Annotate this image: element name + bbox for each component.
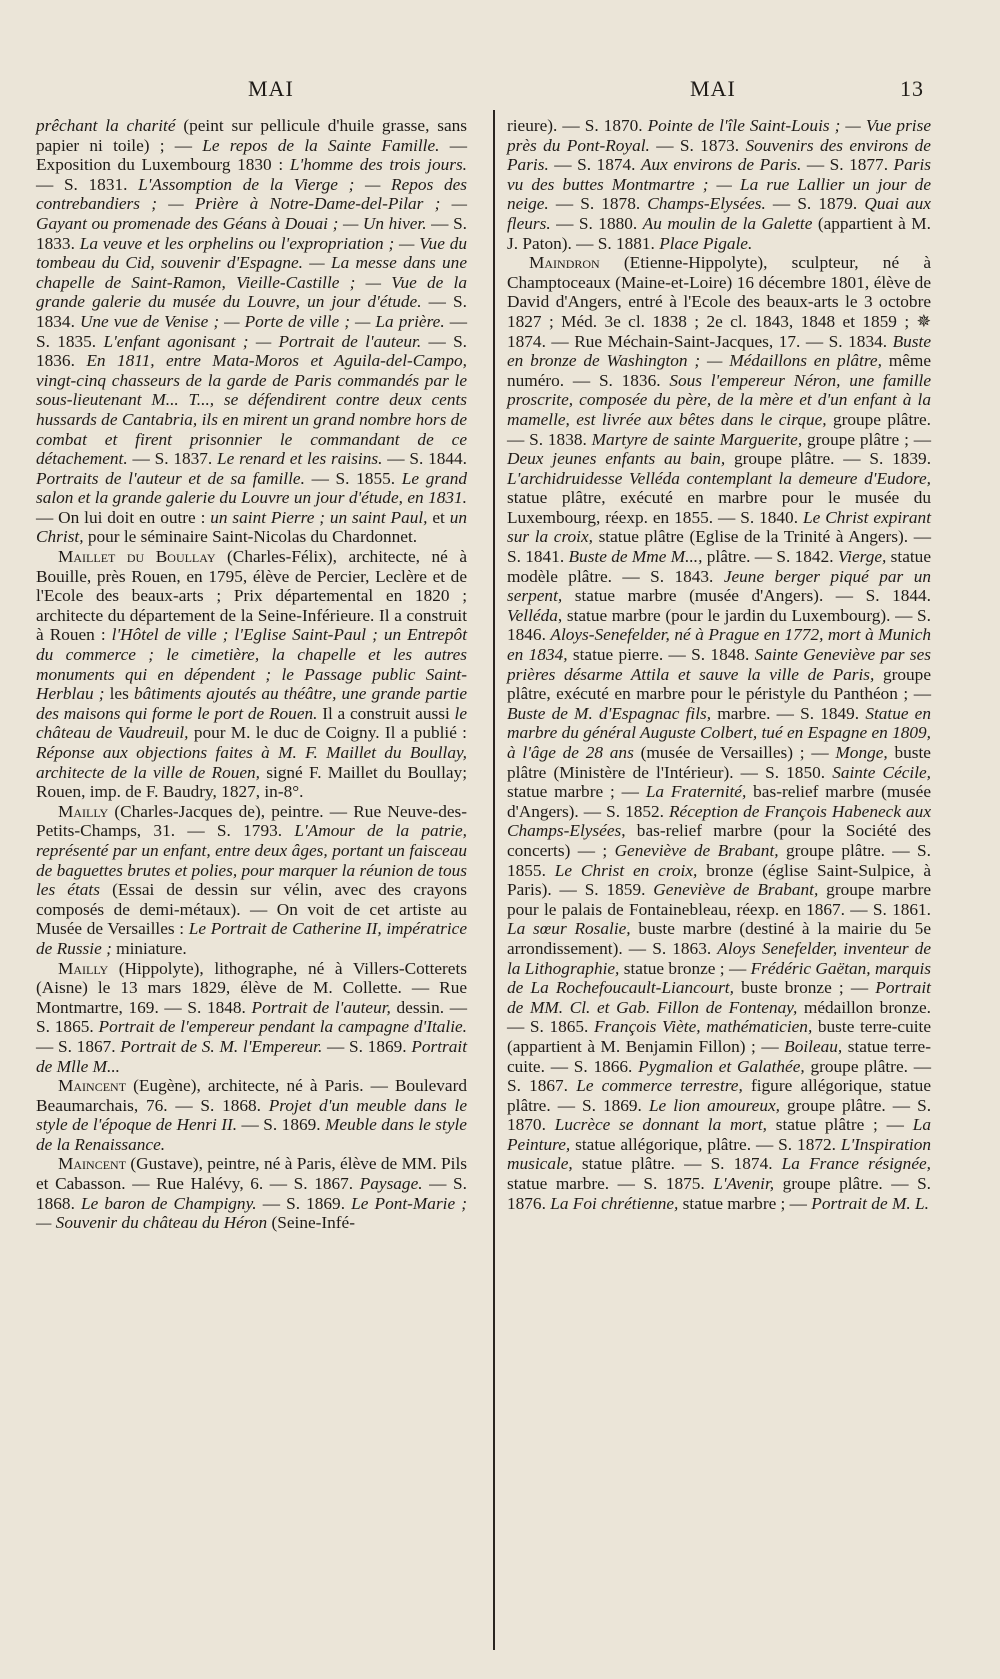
continued-paragraph	[507, 116, 931, 253]
body-text: statue bronze ; —	[619, 958, 751, 978]
italic-title-text: L'Avenir,	[713, 1174, 775, 1194]
body-text: statue marbre. — S. 1875.	[507, 1174, 714, 1194]
italic-title-text: La sœur Rosalie,	[507, 919, 631, 939]
italic-title-text: Portrait de l'auteur,	[251, 997, 391, 1017]
body-text: (musée de Versailles) ; —	[633, 743, 836, 762]
body-text: signé F. Maillet du Boullay; Rouen, imp. de F. Baudry, 1827, in-8°.	[36, 762, 468, 802]
body-text: statue allégorique, plâtre. — S. 1872.	[570, 1134, 841, 1154]
italic-title-text: Portrait de M. L.	[811, 1193, 929, 1213]
artist-entry	[36, 1076, 467, 1154]
body-text: statue plâtre (Eglise de la Trinité à Angers). — S. 1841.	[507, 527, 931, 567]
running-header-right: MAI	[690, 76, 736, 101]
italic-title-text: Le baron de Champigny.	[81, 1193, 257, 1213]
body-text: — S. 1855.	[304, 468, 402, 488]
body-text: buste marbre (destiné à la mairie du 5e arrondissement). — S. 1863.	[507, 919, 931, 958]
body-text: — S. 1837.	[127, 449, 218, 469]
italic-title-text: La France résignée,	[781, 1154, 931, 1174]
italic-title-text: Pygmalion et Galathée,	[638, 1056, 805, 1076]
italic-title-text: Monge,	[835, 743, 888, 762]
italic-title-text: Au moulin de la Galette	[642, 213, 813, 233]
body-text: pour M. le duc de Coigny. Il a publié :	[188, 723, 467, 743]
italic-title-text: Sous l'empereur Néron, une famille proscrite, composée du père, de la mère et d'un enfant à la mamelle, est livrée aux bêtes dans le cirque,	[507, 370, 931, 429]
italic-title-text: L'archidruidesse Velléda contemplant la demeure d'Eudore,	[507, 468, 931, 488]
italic-title-text: l'Hôtel de ville ; l'Eglise Saint-Paul ; un Entrepôt du commerce ; le cimetière, la chapelle et les autres monuments qui en dépendent ; le Passage public Saint-Herblau ;	[36, 625, 467, 704]
body-text: — S. 1835.	[36, 311, 467, 351]
italic-title-text: Aloys-Senefelder, né à Prague en 1772, mort à Munich en 1834,	[507, 625, 932, 665]
body-text: — S. 1879.	[765, 194, 865, 214]
italic-title-text: Sainte Geneviève par ses prières désarme Attila et sauve la ville de Paris,	[507, 645, 931, 684]
italic-title-text: Buste de M. d'Espagnac fils,	[507, 703, 712, 723]
italic-title-text: La Foi chrétienne,	[550, 1193, 679, 1213]
body-text: statue plâtre. — S. 1874.	[572, 1154, 782, 1174]
body-text: les	[104, 684, 134, 704]
italic-title-text: Vierge,	[837, 547, 887, 567]
body-text: — S. 1880.	[550, 213, 643, 233]
body-text: bronze (église Saint-Sulpice, à Paris). — S. 1859.	[507, 860, 932, 900]
italic-title-text: le château de Vaudreuil,	[36, 703, 467, 743]
body-text: groupe marbre pour le palais de Fontainebleau, réexp. en 1867. — S. 1861.	[507, 880, 931, 919]
body-text: — S. 1869.	[237, 1115, 326, 1135]
italic-title-text: L'homme des trois jours.	[289, 155, 467, 175]
body-text: groupe plâtre. — S. 1839.	[725, 449, 932, 469]
body-text: , bas-relief marbre (pour la Société des concerts) — ;	[507, 821, 931, 860]
body-text: — S. 1836.	[36, 331, 467, 371]
italic-title-text: L'Inspiration musicale,	[507, 1134, 931, 1174]
body-text: statue modèle plâtre. — S. 1843.	[507, 547, 931, 586]
italic-title-text: La Peinture,	[507, 1115, 931, 1154]
artist-entry	[36, 802, 467, 959]
italic-title-text: Champs-Elysées.	[647, 194, 766, 214]
artist-name: Maillet du Boullay	[58, 547, 216, 567]
body-text: (Eugène), architecte, né à Paris. — Boulevard Beaumarchais, 76. — S. 1868.	[36, 1076, 467, 1115]
italic-title-text: Meuble dans le style de la Renaissance.	[36, 1115, 467, 1154]
body-text: groupe plâtre. — S. 1838.	[507, 409, 931, 449]
italic-title-text: un saint Pierre ; un saint Paul,	[210, 507, 428, 527]
italic-title-text: Portrait de S. M. l'Empereur.	[120, 1036, 323, 1056]
italic-title-text: Projet d'un meuble dans le style de l'époque de Henri II.	[36, 1095, 467, 1135]
italic-title-text: Le Portrait de Catherine II, impératrice de Russie ;	[36, 919, 467, 958]
body-text: groupe plâtre. — S. 1855.	[507, 840, 931, 880]
body-text: — S. 1833.	[36, 213, 467, 253]
italic-title-text: La Fraternité,	[645, 782, 747, 802]
page-number: 13	[900, 76, 924, 101]
body-text: statue marbre ; —	[678, 1193, 812, 1213]
column-divider	[493, 110, 495, 1650]
italic-title-text: En 1811, entre Mata-Moros et Aguila-del-Campo, vingt-cinq chasseurs de la garde de Paris commandés par le sous-lieutenant M... T..., se défendirent contre deux cents hussards de Cantabria, ils en mirent un grand nombre hors de combat et firent prisonnier le commandant de ce détachement.	[36, 351, 468, 469]
italic-title-text: Geneviève de Brabant,	[614, 840, 779, 860]
italic-title-text: Le Christ expirant sur la croix,	[507, 507, 931, 547]
body-text: statue plâtre ; —	[767, 1115, 913, 1135]
italic-title-text: Portrait de MM. Cl. et Gab. Fillon de Fontenay,	[507, 978, 931, 1017]
body-text: (Etienne-Hippolyte), sculpteur, né à Champtoceaux (Maine-et-Loire) 16 décembre 1801, élève de David d'Angers, entré à l'Ecole des beaux-arts le 3 octobre 1827 ; Méd. 3e cl. 1838 ; 2e cl. 1843, 1848 et 1859 ; ✵ 1874. — Rue Méchain-Saint-Jacques, 17. — S. 1834.	[507, 253, 931, 351]
italic-title-text: Quai aux fleurs.	[507, 194, 931, 233]
body-text: (Essai de dessin sur vélin, avec des crayons composés de demi-métaux). — On voit de cet artiste au Musée de Versailles :	[36, 880, 468, 939]
artist-entry	[36, 1154, 467, 1232]
right-column	[507, 116, 931, 1213]
italic-title-text: Martyre de sainte Marguerite,	[591, 429, 803, 449]
body-text: miniature.	[111, 938, 187, 958]
body-text: pour le séminaire Saint-Nicolas du Chardonnet.	[83, 527, 418, 547]
continued-paragraph	[36, 116, 467, 547]
body-text: — S. 1844.	[382, 449, 467, 469]
body-text: (Seine-Infé-	[267, 1213, 355, 1233]
italic-title-text: Portraits de l'auteur et de sa famille.	[36, 468, 305, 488]
left-column	[36, 116, 467, 1233]
body-text: — On lui doit en outre :	[36, 507, 211, 527]
body-text: statue pierre. — S. 1848.	[567, 645, 755, 665]
italic-title-text: Paris vu des buttes Montmartre ; — La rue Lallier un jour de neige.	[507, 155, 931, 214]
italic-title-text: Deux jeunes enfants au bain,	[507, 449, 726, 469]
artist-entry	[36, 547, 467, 802]
body-text: (Hippolyte), lithographe, né à Villers-Cotterets (Aisne) le 13 mars 1829, élève de M. Collette. — Rue Montmartre, 169. — S. 1848.	[36, 958, 467, 1017]
body-text: — S. 1869.	[322, 1036, 412, 1056]
artist-name: Mailly	[58, 801, 109, 821]
italic-title-text: Le lion amoureux,	[648, 1095, 780, 1115]
italic-title-text: La veuve et les orphelins ou l'expropriation ; — Vue du tombeau du Cid, souvenir d'Espagne. — La messe dans une chapelle de Saint-Ramon, Vieille-Castille ; — Vue de la grande galerie du musée du Louvre, un jour d'étude.	[36, 233, 467, 312]
italic-title-text: un Christ,	[36, 507, 467, 547]
body-text: — S. 1868.	[36, 1174, 467, 1213]
body-text: groupe plâtre. — S. 1876.	[507, 1174, 932, 1213]
italic-title-text: Une vue de Venise ; — Porte de ville ; — La prière.	[79, 311, 445, 331]
body-text: même numéro. — S. 1836.	[507, 351, 931, 390]
body-text: figure allégorique, statue plâtre. — S. 1869.	[507, 1076, 931, 1115]
artist-name: Maindron	[529, 253, 600, 273]
body-text: statue marbre (musée d'Angers). — S. 1844.	[562, 586, 931, 606]
italic-title-text: Portrait de l'empereur pendant la campagne d'Italie.	[98, 1017, 467, 1037]
italic-title-text: Souvenirs des environs de Paris.	[507, 135, 931, 175]
italic-title-text: Boileau,	[784, 1036, 843, 1056]
italic-title-text: L'enfant agonisant ; — Portrait de l'auteur.	[103, 331, 422, 351]
italic-title-text: bâtiments ajoutés au théâtre, une grande partie des maisons qui forme le port de Rouen.	[36, 684, 467, 723]
italic-title-text: Geneviève de Brabant,	[653, 880, 819, 900]
body-text: — S. 1873.	[649, 135, 746, 155]
italic-title-text: L'Amour de la patrie, représenté par un enfant, entre deux âges, portant un faisceau de baguettes brutes et polies, pour marquer la réunion de tous les états	[36, 821, 467, 900]
body-text: — S. 1834.	[36, 292, 467, 331]
body-text: médaillon bronze. — S. 1865.	[507, 997, 932, 1037]
italic-title-text: Place Pigale.	[659, 233, 753, 253]
body-text: groupe plâtre. — S. 1870.	[507, 1095, 932, 1135]
body-text: , statue marbre (pour le jardin du Luxembourg). — S. 1846.	[507, 605, 931, 645]
italic-title-text: Réception de François Habeneck aux Champs-Elysées	[507, 801, 931, 841]
italic-title-text: François Viète, mathématicien,	[594, 1017, 813, 1037]
italic-title-text: Aux environs de Paris.	[640, 155, 802, 175]
body-text: — S. 1877.	[801, 155, 894, 175]
body-text: statue marbre ; —	[507, 782, 646, 802]
artist-name: Mailly	[58, 958, 109, 978]
italic-title-text: Buste de Mme M...,	[568, 547, 703, 567]
italic-title-text: Pointe de l'île Saint-Louis ; — Vue prise près du Pont-Royal.	[507, 116, 931, 155]
italic-title-text: Réponse aux objections faites à M. F. Maillet du Boullay, architecte de la ville de Rouen,	[36, 743, 467, 782]
italic-title-text: Le grand salon et la grande galerie du Louvre un jour d'étude, en 1831.	[36, 468, 467, 508]
italic-title-text: Statue en marbre du général Auguste Colbert, tué en Espagne en 1809, à l'âge de 28 ans	[507, 703, 931, 762]
body-text: — S. 1878.	[548, 194, 648, 214]
body-text: (Gustave), peintre, né à Paris, élève de MM. Pils et Cabasson. — Rue Halévy, 6. — S. 1867.	[36, 1154, 467, 1194]
body-text: et	[427, 507, 450, 527]
body-text: — S. 1869.	[256, 1193, 352, 1213]
body-text: Il a construit aussi	[317, 703, 455, 723]
body-text: statue plâtre, exécuté en marbre pour le musée du Luxembourg, réexp. en 1855. — S. 1840.	[507, 488, 931, 527]
body-text: — Exposition du Luxembourg 1830 :	[36, 135, 467, 175]
running-header-left: MAI	[248, 76, 294, 101]
artist-entry	[36, 959, 467, 1077]
body-text: — S. 1831.	[36, 174, 139, 194]
body-text: marbre. — S. 1849.	[711, 703, 866, 723]
italic-title-text: Lucrèce se donnant la mort,	[554, 1115, 767, 1135]
italic-title-text: Le commerce terrestre,	[576, 1076, 743, 1096]
body-text: statue terre-cuite. — S. 1866.	[507, 1036, 931, 1076]
body-text: plâtre. — S. 1842.	[702, 547, 838, 567]
body-text: buste terre-cuite (appartient à M. Benjamin Fillon) ; —	[507, 1017, 931, 1056]
body-text: (appartient à M. J. Paton). — S. 1881.	[507, 213, 931, 253]
italic-title-text: Jeune berger piqué par un serpent,	[507, 566, 931, 606]
body-text: buste plâtre (Ministère de l'Intérieur). — S. 1850.	[507, 743, 931, 782]
body-text: (Charles-Jacques de), peintre. — Rue Neuve-des-Petits-Champs, 31. — S. 1793.	[36, 801, 467, 841]
body-text: rieure). — S. 1870.	[507, 116, 648, 135]
body-text: groupe plâtre ; —	[802, 429, 931, 449]
body-text: buste bronze ; —	[733, 978, 876, 998]
italic-title-text: L'Assomption de la Vierge ; — Repos des contrebandiers ; — Prière à Notre-Dame-del-Pilar ; — Gayant ou promenade des Géans à Douai ; — Un hiver.	[36, 174, 467, 233]
italic-title-text: Aloys Senefelder, inventeur de la Lithographie,	[507, 938, 932, 978]
body-text: (Charles-Félix), architecte, né à Bouille, près Rouen, en 1795, élève de Percier, Leclère et de l'Ecole des beaux-arts ; Prix départemental en 1820 ; architecte du département de la Seine-Inférieure. Il a construit à Rouen :	[36, 547, 467, 645]
italic-title-text: prêchant la charité	[36, 116, 176, 135]
body-text: groupe plâtre, exécuté en marbre pour le péristyle du Panthéon ; —	[507, 664, 931, 704]
artist-name: Maincent	[58, 1154, 127, 1174]
body-text: dessin. — S. 1865.	[36, 997, 467, 1037]
artist-name: Maincent	[58, 1076, 127, 1096]
body-text: — S. 1874.	[548, 155, 641, 175]
italic-title-text: Portrait de Mlle M...	[36, 1036, 468, 1076]
body-text: bas-relief marbre (musée d'Angers). — S. 1852.	[507, 782, 931, 821]
body-text: — S. 1867.	[36, 1036, 121, 1056]
italic-title-text: Sainte Cécile,	[832, 762, 931, 782]
italic-title-text: Velléda	[507, 605, 558, 625]
italic-title-text: Le renard et les raisins.	[217, 449, 383, 469]
italic-title-text: Paysage.	[359, 1174, 423, 1194]
italic-title-text: Buste en bronze de Washington ; — Médaillons en plâtre,	[507, 331, 931, 371]
italic-title-text: Le Christ en croix,	[554, 860, 698, 880]
body-text: groupe plâtre. — S. 1867.	[507, 1056, 931, 1096]
artist-entry	[507, 253, 931, 1213]
italic-title-text: Le Pont-Marie ; — Souvenir du château du Héron	[36, 1193, 467, 1233]
body-text: (peint sur pellicule d'huile grasse, sans papier ni toile) ; —	[36, 116, 467, 155]
italic-title-text: Frédéric Gaëtan, marquis de La Rochefoucault-Liancourt,	[507, 958, 931, 998]
italic-title-text: Le repos de la Sainte Famille.	[202, 135, 440, 155]
